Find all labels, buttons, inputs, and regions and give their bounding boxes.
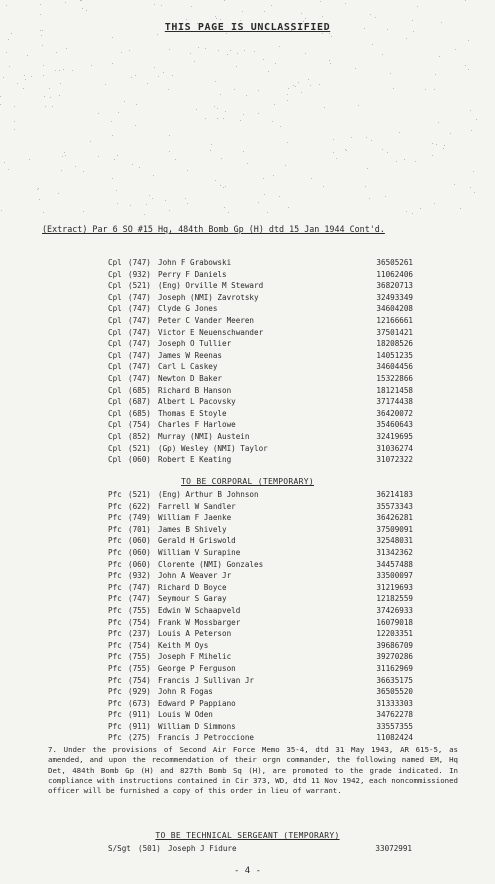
- entry-code: (687): [128, 397, 151, 407]
- entry-serial: 16079018: [376, 617, 413, 627]
- roster-row: [108, 628, 413, 640]
- entry-serial: 31036274: [376, 443, 413, 453]
- entry-serial: 32493349: [376, 292, 413, 302]
- roster-row: [108, 698, 413, 710]
- entry-grade: Pfc: [108, 710, 122, 720]
- entry-serial: 39270286: [376, 652, 413, 662]
- entry-name: Clyde G Jones: [158, 304, 218, 314]
- entry-code: (747): [128, 327, 151, 337]
- tech-sergeant-heading: TO BE TECHNICAL SERGEANT (TEMPORARY): [155, 831, 340, 840]
- roster-row: [108, 721, 413, 733]
- page-number: - 4 -: [233, 866, 262, 876]
- entry-name: Richard D Boyce: [158, 582, 227, 592]
- entry-code: (060): [128, 547, 151, 557]
- entry-name: Thomas E Stoyle: [158, 408, 227, 418]
- roster-row: [108, 269, 413, 281]
- entry-grade: Pfc: [108, 605, 122, 615]
- entry-grade: Cpl: [108, 281, 122, 291]
- entry-grade: Pfc: [108, 582, 122, 592]
- entry-name: (Eng) Orville M Steward: [158, 281, 264, 291]
- entry-serial: 11082424: [376, 733, 413, 743]
- corporal-roster: [108, 257, 413, 466]
- entry-name: Edward P Pappiano: [158, 698, 236, 708]
- entry-code: (747): [128, 304, 151, 314]
- entry-code: (747): [128, 339, 151, 349]
- entry-serial: 34604456: [376, 362, 413, 372]
- paragraph-7: 7. Under the provisions of Second Air Force Memo 35-4, dtd 31 May 1943, AR 615-5, as amended, and upon the recommendation of their orgn commander, the following named EM, Hq Det, 484th Bomb Gp (H) and 827th Bomb Sq (H), are promoted to the grade indicated. In compliance with instructions contained in Cir 373, WD, dtd 11 Nov 1942, each noncommissioned officer will be furnished a copy of this order in lieu of warrant.: [48, 745, 458, 796]
- entry-code: (852): [128, 431, 151, 441]
- roster-row: [108, 338, 413, 350]
- entry-serial: 36214183: [376, 490, 413, 499]
- entry-code: (754): [128, 640, 151, 650]
- entry-grade: Pfc: [108, 663, 122, 673]
- entry-code: (521): [128, 490, 151, 499]
- roster-row: [108, 257, 413, 269]
- entry-serial: 32548031: [376, 536, 413, 546]
- entry-name: Louis W Oden: [158, 710, 213, 720]
- entry-code: (932): [128, 571, 151, 581]
- roster-row: [108, 732, 413, 744]
- entry-name: William F Jaenke: [158, 513, 232, 523]
- entry-name: (Eng) Arthur B Johnson: [158, 490, 259, 499]
- entry-name: John A Weaver Jr: [158, 571, 232, 581]
- roster-row: [108, 408, 413, 420]
- entry-grade: Cpl: [108, 455, 122, 465]
- entry-code: (521): [128, 281, 151, 291]
- entry-serial: 39686709: [376, 640, 413, 650]
- roster-row: [108, 373, 413, 385]
- roster-row: [108, 385, 413, 397]
- entry-grade: Cpl: [108, 258, 122, 267]
- entry-name: George P Ferguson: [158, 663, 236, 673]
- entry-code: (622): [128, 501, 151, 511]
- entry-serial: 37501421: [376, 327, 413, 337]
- entry-grade: Cpl: [108, 385, 122, 395]
- entry-name: Louis A Peterson: [158, 629, 232, 639]
- entry-grade: Pfc: [108, 547, 122, 557]
- roster-row: [108, 605, 413, 617]
- entry-name: (Gp) Wesley (NMI) Taylor: [158, 443, 268, 453]
- roster-row: [108, 396, 413, 408]
- entry-name: Carl L Caskey: [158, 362, 218, 372]
- entry-grade: Pfc: [108, 629, 122, 639]
- entry-grade: Cpl: [108, 269, 122, 279]
- roster-row: [108, 709, 413, 721]
- roster-row: [108, 327, 413, 339]
- entry-name: Joseph (NMI) Zavrotsky: [158, 292, 259, 302]
- entry-grade: Pfc: [108, 652, 122, 662]
- entry-code: (932): [128, 269, 151, 279]
- entry-name: Murray (NMI) Austein: [158, 431, 250, 441]
- entry-name: Farrell W Sandler: [158, 501, 236, 511]
- entry-code: (755): [128, 605, 151, 615]
- entry-serial: 35573343: [376, 501, 413, 511]
- entry-code: (747): [128, 582, 151, 592]
- classification-header: THIS PAGE IS UNCLASSIFIED: [164, 22, 331, 33]
- tech-sergeant-entry: [108, 843, 413, 855]
- entry-serial: 37509091: [376, 524, 413, 534]
- entry-grade: Cpl: [108, 350, 122, 360]
- entry-grade: Pfc: [108, 698, 122, 708]
- entry-grade: Cpl: [108, 408, 122, 418]
- entry-grade: Pfc: [108, 501, 122, 511]
- entry-serial: 31342362: [376, 547, 413, 557]
- entry-code: (673): [128, 698, 151, 708]
- entry-name: Gerald H Griswold: [158, 536, 236, 546]
- entry-code: (747): [128, 315, 151, 325]
- entry-serial: 31219693: [376, 582, 413, 592]
- entry-name: James B Shively: [158, 524, 227, 534]
- roster-row: [108, 686, 413, 698]
- entry-name: James W Reenas: [158, 350, 223, 360]
- roster-row: [108, 454, 413, 466]
- entry-serial: 31162969: [376, 663, 413, 673]
- entry-name: Newton D Baker: [158, 373, 223, 383]
- entry-serial: 18208526: [376, 339, 413, 349]
- entry-name: Frank W Mossbarger: [158, 617, 241, 627]
- entry-name: Seymour S Garay: [158, 594, 227, 604]
- roster-row: [108, 535, 413, 547]
- entry-serial: 33500097: [376, 571, 413, 581]
- entry-code: (755): [128, 652, 151, 662]
- entry-name: John F Grabowski: [158, 258, 232, 267]
- entry-serial: 34762278: [376, 710, 413, 720]
- entry-serial: 18121458: [376, 385, 413, 395]
- entry-serial: 11062406: [376, 269, 413, 279]
- entry-serial: 37174438: [376, 397, 413, 407]
- roster-row: [108, 280, 413, 292]
- entry-grade: Cpl: [108, 292, 122, 302]
- entry-serial: 12182559: [376, 594, 413, 604]
- entry-name: Robert E Keating: [158, 455, 232, 465]
- entry-name: Edwin W Schaapveld: [158, 605, 241, 615]
- entry-grade: S/Sgt: [108, 844, 131, 853]
- entry-code: (929): [128, 687, 151, 697]
- roster-row: [108, 617, 413, 629]
- entry-grade: Pfc: [108, 733, 122, 743]
- entry-code: (749): [128, 513, 151, 523]
- extract-reference-line: (Extract) Par 6 SO #15 Hq, 484th Bomb Gp (H) dtd 15 Jan 1944 Cont'd.: [42, 224, 385, 234]
- entry-serial: 15322866: [376, 373, 413, 383]
- roster-row: [108, 443, 413, 455]
- entry-serial: 34457488: [376, 559, 413, 569]
- entry-name: Keith M Oys: [158, 640, 209, 650]
- entry-name: William D Simmons: [158, 721, 236, 731]
- entry-grade: Cpl: [108, 373, 122, 383]
- entry-serial: 33557355: [376, 721, 413, 731]
- roster-row: [108, 292, 413, 304]
- entry-grade: Pfc: [108, 721, 122, 731]
- entry-name: Richard B Hanson: [158, 385, 232, 395]
- entry-name: Charles F Harlowe: [158, 420, 236, 430]
- roster-row: [108, 570, 413, 582]
- entry-serial: 33072991: [375, 844, 412, 853]
- entry-grade: Pfc: [108, 675, 122, 685]
- entry-name: Victor E Neuenschwander: [158, 327, 264, 337]
- entry-code: (275): [128, 733, 151, 743]
- roster-row: [108, 524, 413, 536]
- roster-row: [108, 675, 413, 687]
- entry-name: Francis J Petroccione: [158, 733, 255, 743]
- entry-code: (747): [128, 373, 151, 383]
- entry-serial: 31072322: [376, 455, 413, 465]
- entry-code: (685): [128, 408, 151, 418]
- roster-row: [108, 315, 413, 327]
- entry-code: (747): [128, 350, 151, 360]
- entry-grade: Pfc: [108, 559, 122, 569]
- entry-code: (754): [128, 617, 151, 627]
- roster-row: [108, 651, 413, 663]
- entry-code: (060): [128, 536, 151, 546]
- roster-row: [108, 419, 413, 431]
- entry-grade: Cpl: [108, 339, 122, 349]
- entry-grade: Cpl: [108, 397, 122, 407]
- entry-serial: 37426933: [376, 605, 413, 615]
- entry-grade: Pfc: [108, 524, 122, 534]
- entry-name: Albert L Pacovsky: [158, 397, 236, 407]
- entry-grade: Cpl: [108, 443, 122, 453]
- entry-code: (755): [128, 663, 151, 673]
- entry-serial: 36820713: [376, 281, 413, 291]
- roster-row: [108, 501, 413, 513]
- roster-row: [108, 640, 413, 652]
- entry-serial: 36420072: [376, 408, 413, 418]
- roster-row: [108, 547, 413, 559]
- pfc-roster: [108, 489, 413, 744]
- roster-row: [108, 303, 413, 315]
- entry-name: Peter C Vander Meeren: [158, 315, 255, 325]
- entry-serial: 35460643: [376, 420, 413, 430]
- entry-code: (701): [128, 524, 151, 534]
- entry-code: (060): [128, 455, 151, 465]
- entry-grade: Pfc: [108, 571, 122, 581]
- entry-grade: Pfc: [108, 640, 122, 650]
- roster-row: [108, 489, 413, 501]
- entry-grade: Cpl: [108, 420, 122, 430]
- entry-code: (521): [128, 443, 151, 453]
- entry-grade: Cpl: [108, 362, 122, 372]
- entry-name: Francis J Sullivan Jr: [158, 675, 255, 685]
- entry-serial: 34604208: [376, 304, 413, 314]
- entry-grade: Pfc: [108, 490, 122, 499]
- entry-grade: Pfc: [108, 513, 122, 523]
- roster-row: [108, 582, 413, 594]
- entry-code: (685): [128, 385, 151, 395]
- entry-code: (747): [128, 362, 151, 372]
- entry-code: (911): [128, 710, 151, 720]
- entry-code: (501): [138, 844, 161, 853]
- entry-name: John R Fogas: [158, 687, 213, 697]
- entry-serial: 12203351: [376, 629, 413, 639]
- entry-name: Clorente (NMI) Gonzales: [158, 559, 264, 569]
- entry-grade: Cpl: [108, 315, 122, 325]
- entry-code: (911): [128, 721, 151, 731]
- roster-row: [108, 431, 413, 443]
- corporal-section-heading: TO BE CORPORAL (TEMPORARY): [180, 477, 315, 486]
- entry-grade: Pfc: [108, 617, 122, 627]
- roster-row: [108, 593, 413, 605]
- entry-serial: 12166661: [376, 315, 413, 325]
- entry-name: William V Surapine: [158, 547, 241, 557]
- entry-serial: 14051235: [376, 350, 413, 360]
- entry-code: (060): [128, 559, 151, 569]
- entry-serial: 32419695: [376, 431, 413, 441]
- entry-serial: 36635175: [376, 675, 413, 685]
- entry-grade: Cpl: [108, 431, 122, 441]
- entry-code: (754): [128, 675, 151, 685]
- roster-row: [108, 361, 413, 373]
- entry-grade: Cpl: [108, 304, 122, 314]
- roster-row: [108, 663, 413, 675]
- entry-name: Joseph F Mihelic: [158, 652, 232, 662]
- entry-name: Perry F Daniels: [158, 269, 227, 279]
- entry-serial: 31333303: [376, 698, 413, 708]
- entry-grade: Pfc: [108, 687, 122, 697]
- entry-serial: 36426281: [376, 513, 413, 523]
- entry-code: (747): [128, 292, 151, 302]
- entry-name: Joseph O Tullier: [158, 339, 232, 349]
- entry-code: (747): [128, 258, 151, 267]
- roster-row: [108, 350, 413, 362]
- entry-grade: Pfc: [108, 536, 122, 546]
- entry-code: (754): [128, 420, 151, 430]
- roster-row: [108, 559, 413, 571]
- entry-grade: Pfc: [108, 594, 122, 604]
- entry-serial: 36505261: [376, 258, 413, 267]
- entry-name: Joseph J Fidure: [168, 844, 237, 853]
- entry-code: (237): [128, 629, 151, 639]
- roster-row: [108, 512, 413, 524]
- entry-grade: Cpl: [108, 327, 122, 337]
- entry-code: (747): [128, 594, 151, 604]
- entry-serial: 36505520: [376, 687, 413, 697]
